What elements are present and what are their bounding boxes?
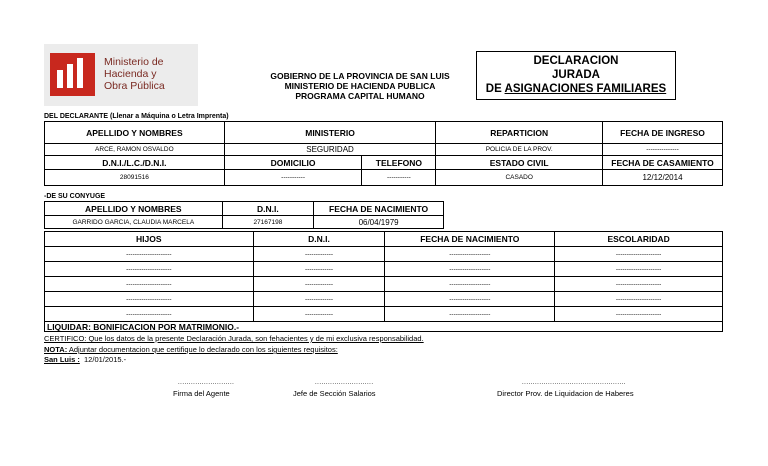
table-row bbox=[45, 307, 723, 322]
header-fecha-ingreso: FECHA DE INGRESO bbox=[603, 122, 723, 144]
nota-label: NOTA: bbox=[44, 345, 68, 354]
value-fecha-casamiento: 12/12/2014 bbox=[603, 170, 723, 186]
hijo-nombre: --------------------- bbox=[45, 292, 254, 307]
header-hijos-dni: D.N.I. bbox=[253, 232, 385, 247]
hijo-nombre: --------------------- bbox=[45, 307, 254, 322]
hijo-nombre: --------------------- bbox=[45, 262, 254, 277]
hijo-escolaridad: --------------------- bbox=[555, 292, 723, 307]
hijo-escolaridad: --------------------- bbox=[555, 307, 723, 322]
conyuge-table bbox=[44, 201, 444, 229]
value-estado-civil: CASADO bbox=[436, 170, 603, 186]
logo-line1: Ministerio de bbox=[104, 56, 164, 68]
decl-line3-underlined: ASIGNACIONES FAMILIARES bbox=[504, 83, 667, 95]
value-dni: 28091516 bbox=[45, 170, 225, 186]
hijo-dni: ------------- bbox=[253, 307, 385, 322]
signature-line-director: ................................................ bbox=[522, 380, 627, 386]
decl-line3-prefix: DE bbox=[485, 83, 505, 95]
hijo-fecha-nac: ------------------- bbox=[385, 277, 555, 292]
logo-line2: Hacienda y bbox=[104, 68, 157, 80]
header-domicilio: DOMICILIO bbox=[224, 156, 362, 170]
hijo-nombre: --------------------- bbox=[45, 247, 254, 262]
hijo-fecha-nac: ------------------- bbox=[385, 262, 555, 277]
value-conyuge-apellido: GARRIDO GARCIA, CLAUDIA MARCELA bbox=[45, 216, 223, 229]
header-estado-civil: ESTADO CIVIL bbox=[436, 156, 603, 170]
table-row bbox=[45, 262, 723, 277]
header-ministerio: MINISTERIO bbox=[224, 122, 436, 144]
hijo-escolaridad: --------------------- bbox=[555, 277, 723, 292]
conyuge-section-label: -DE SU CONYUGE bbox=[44, 193, 106, 200]
lugar-label: San Luis : bbox=[44, 355, 80, 364]
table-row bbox=[45, 292, 723, 307]
gov-line3: PROGRAMA CAPITAL HUMANO bbox=[295, 91, 425, 101]
header-hijos: HIJOS bbox=[45, 232, 254, 247]
header-fecha-casamiento: FECHA DE CASAMIENTO bbox=[603, 156, 723, 170]
hijo-fecha-nac: ------------------- bbox=[385, 292, 555, 307]
value-fecha-ingreso: --------------- bbox=[603, 144, 723, 156]
hijo-fecha-nac: ------------------- bbox=[385, 307, 555, 322]
gov-line1: GOBIERNO DE LA PROVINCIA DE SAN LUIS bbox=[270, 71, 450, 81]
header-hijos-fecha-nac: FECHA DE NACIMIENTO bbox=[385, 232, 555, 247]
logo-line3: Obra Pública bbox=[104, 80, 165, 92]
header-conyuge-apellido: APELLIDO Y NOMBRES bbox=[45, 202, 223, 216]
declarante-section-label: DEL DECLARANTE (Llenar a Máquina o Letra Imprenta) bbox=[44, 113, 229, 120]
decl-line3 bbox=[477, 82, 675, 96]
firma-director-label: Director Prov. de Liquidacion de Haberes bbox=[497, 389, 634, 398]
hijo-dni: ------------- bbox=[253, 247, 385, 262]
hijo-escolaridad: --------------------- bbox=[555, 262, 723, 277]
ministry-logo-icon bbox=[50, 53, 95, 96]
header-conyuge-fecha-nac: FECHA DE NACIMIENTO bbox=[314, 202, 444, 216]
declarante-table bbox=[44, 121, 723, 186]
government-header bbox=[240, 71, 480, 101]
value-reparticion: POLICIA DE LA PROV. bbox=[436, 144, 603, 156]
hijo-nombre: --------------------- bbox=[45, 277, 254, 292]
header-conyuge-dni: D.N.I. bbox=[222, 202, 314, 216]
value-ministerio: SEGURIDAD bbox=[224, 144, 436, 156]
decl-line1: DECLARACION bbox=[533, 55, 619, 67]
header-apellido: APELLIDO Y NOMBRES bbox=[45, 122, 225, 144]
header-dni: D.N.I./L.C./D.N.I. bbox=[45, 156, 225, 170]
value-conyuge-dni: 27167198 bbox=[222, 216, 314, 229]
value-domicilio: ----------- bbox=[224, 170, 362, 186]
header-reparticion: REPARTICION bbox=[436, 122, 603, 144]
value-apellido: ARCE, RAMON OSVALDO bbox=[45, 144, 225, 156]
hijos-table bbox=[44, 231, 723, 322]
table-row bbox=[45, 247, 723, 262]
decl-line2: JURADA bbox=[552, 69, 600, 81]
certifico-text: Que los datos de la presente Declaración Jurada, son fehacientes y de mi exclusiva responsabilidad. bbox=[86, 334, 424, 343]
nota-text: Adjuntar documentacion que certifique lo declarado con los siguientes requisitos: bbox=[67, 345, 338, 354]
nota-line bbox=[44, 345, 338, 354]
signature-line-jefe: ........................... bbox=[315, 380, 374, 386]
certifico-label: CERTIFICO: bbox=[44, 334, 87, 343]
logo-text bbox=[104, 56, 165, 92]
header-telefono: TELEFONO bbox=[362, 156, 436, 170]
gov-line2: MINISTERIO DE HACIENDA PUBLICA bbox=[284, 81, 436, 91]
value-conyuge-fecha-nac: 06/04/1979 bbox=[314, 216, 444, 229]
firma-agente-label: Firma del Agente bbox=[173, 389, 230, 398]
hijo-dni: ------------- bbox=[253, 277, 385, 292]
hijo-dni: ------------- bbox=[253, 292, 385, 307]
signature-line-agente: .......................... bbox=[178, 380, 235, 386]
firma-jefe-label: Jefe de Sección Salarios bbox=[293, 389, 376, 398]
hijo-dni: ------------- bbox=[253, 262, 385, 277]
hijo-escolaridad: --------------------- bbox=[555, 247, 723, 262]
value-telefono: ----------- bbox=[362, 170, 436, 186]
certifico-line bbox=[44, 334, 424, 343]
hijo-fecha-nac: ------------------- bbox=[385, 247, 555, 262]
header-escolaridad: ESCOLARIDAD bbox=[555, 232, 723, 247]
table-row bbox=[45, 277, 723, 292]
fecha-value: 12/01/2015.- bbox=[84, 355, 127, 364]
lugar-fecha-line bbox=[44, 355, 126, 364]
declaration-title-box bbox=[476, 51, 676, 100]
liquidar-line: LIQUIDAR: BONIFICACION POR MATRIMONIO.- bbox=[44, 321, 723, 332]
